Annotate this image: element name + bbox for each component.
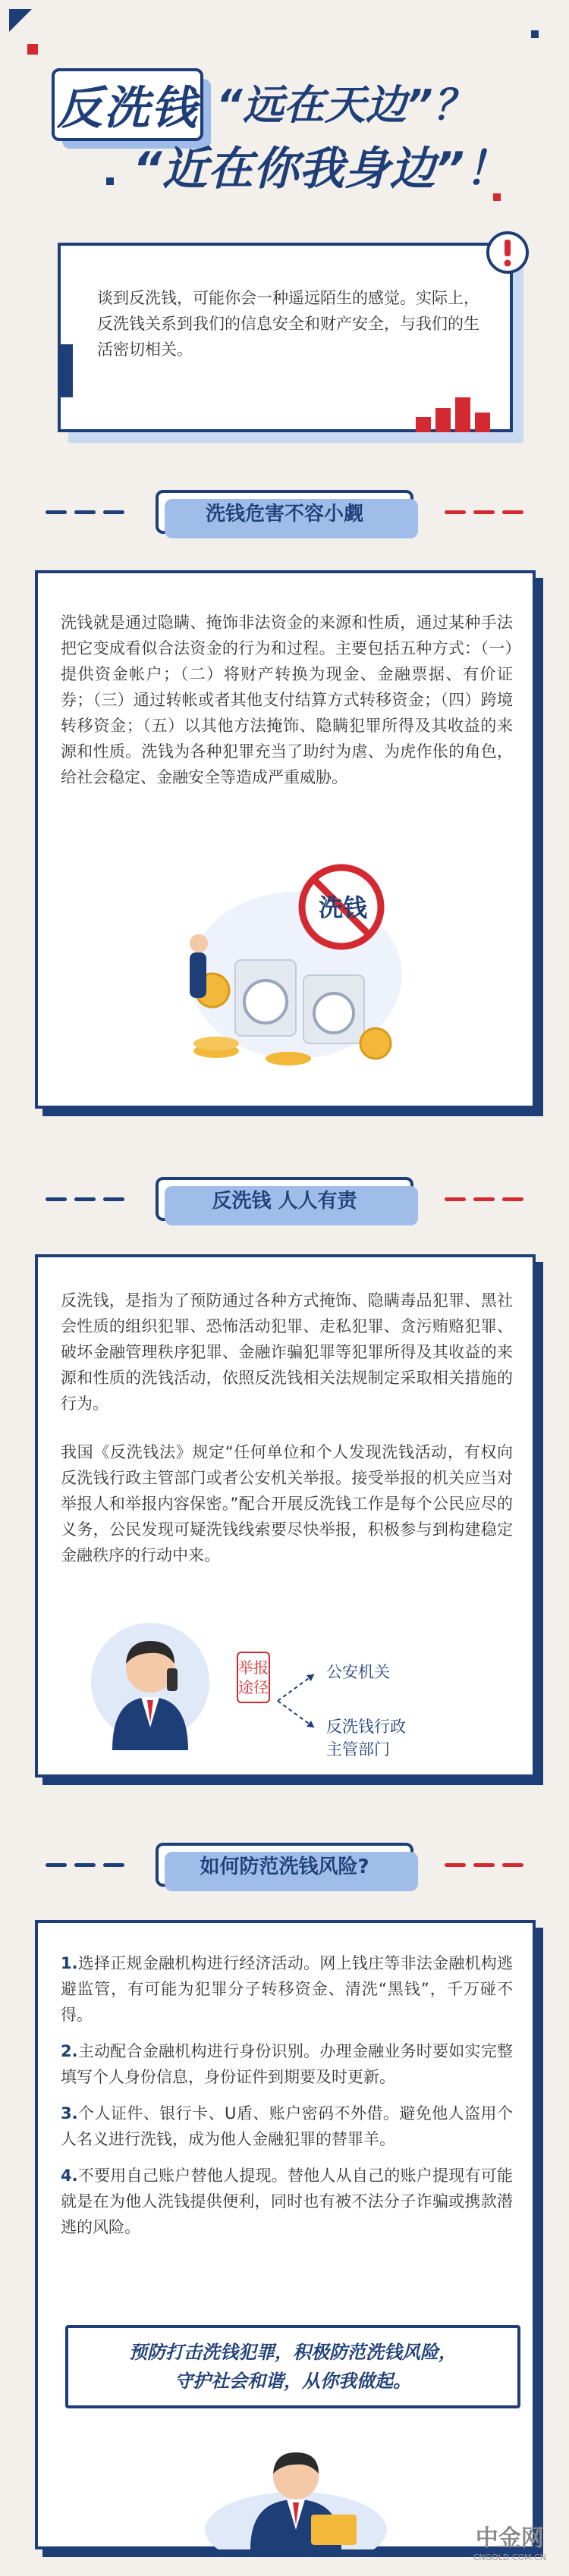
decor-square bbox=[106, 177, 114, 185]
watermark-sub: CNGOLD.COM.CN bbox=[473, 2552, 546, 2562]
section-card-2 bbox=[35, 1254, 536, 1777]
section-card-3 bbox=[35, 1920, 536, 2549]
list-item: 4.不要用自己账户替他人提现。替他人从自己的账户提现有可能就是在为他人洗钱提供便利，同时也有被不法分子诈骗或携款潜逃的风险。 bbox=[61, 2167, 513, 2236]
decor-square bbox=[531, 30, 539, 38]
tips-list bbox=[61, 1950, 513, 2251]
section-title: 反洗钱 人人有责 bbox=[156, 1177, 413, 1221]
report-target-aml-dept: 反洗钱行政 主管部门 bbox=[326, 1718, 406, 1759]
section-card-1 bbox=[35, 570, 536, 1109]
slogan: 预防打击洗钱犯罪，积极防范洗钱风险， 守护社会和谐，从你我做起。 bbox=[129, 2342, 457, 2392]
list-item: 1.选择正规金融机构进行经济活动。网上钱庄等非法金融机构逃避监管，有可能为犯罪分子转移资金、清洗“黑钱”，千万碰不得。 bbox=[61, 1954, 513, 2024]
report-target-police: 公安机关 bbox=[326, 1663, 390, 1681]
title-line-2: “近在你我身边”！ bbox=[133, 143, 511, 196]
title-box bbox=[52, 68, 203, 141]
alert-icon bbox=[486, 231, 530, 275]
person-calling-illustration-icon bbox=[82, 1599, 218, 1750]
section-title: 洗钱危害不容小觑 bbox=[156, 490, 413, 534]
report-channel-label: 举报途径 bbox=[237, 1652, 270, 1703]
arrows-icon bbox=[275, 1659, 320, 1743]
list-item: 2.主动配合金融机构进行身份识别。办理金融业务时要如实完整填写个人身份信息，身份证件到期要及时更新。 bbox=[61, 2042, 513, 2086]
section-header-2 bbox=[0, 1177, 569, 1222]
section-body: 洗钱就是通过隐瞒、掩饰非法资金的来源和性质，通过某种手法把它变成看似合法资金的行为和过程。主要包括五种方式：（一）提供资金帐户；（二）将财产转换为现金、金融票据、有价证券；（三）通过转帐或者其他支付结算方式转移资金；（四）跨境转移资金；（五）以其他方法掩饰、隐瞒犯罪所得及其收益的来源和性质。洗钱为各种犯罪充当了助纣为虐、为虎作伥的角色，给社会稳定、金融安全等造成严重威胁。 bbox=[61, 613, 513, 786]
businessman-illustration-icon bbox=[197, 2424, 395, 2549]
list-item: 3.个人证件、银行卡、U盾、账户密码不外借。避免他人盗用个人名义进行洗钱，成为他人金融犯罪的替罪羊。 bbox=[61, 2104, 513, 2148]
watermark-logo: 中金网 bbox=[475, 2525, 544, 2552]
money-laundering-illustration-icon bbox=[182, 861, 410, 1074]
header bbox=[0, 0, 569, 220]
section-header-3 bbox=[0, 1843, 569, 1888]
bar-graphic-icon bbox=[416, 391, 495, 432]
page-title: 反洗钱 bbox=[57, 82, 198, 135]
intro-text: 谈到反洗钱，可能你会一种遥远陌生的感觉。实际上，反洗钱关系到我们的信息安全和财产安全，与我们的生活密切相关。 bbox=[97, 289, 479, 359]
watermark bbox=[473, 2519, 546, 2562]
corner-triangle-icon bbox=[9, 9, 32, 32]
intro-tag bbox=[58, 344, 73, 397]
intro-card bbox=[58, 243, 513, 432]
section-title: 如何防范洗钱风险? bbox=[156, 1843, 413, 1887]
title-line-1: “远在天边”？ bbox=[216, 81, 474, 129]
slogan-box bbox=[65, 2325, 520, 2408]
section-para-2: 我国《反洗钱法》规定“任何单位和个人发现洗钱活动，有权向反洗钱行政主管部门或者公安机关举报。接受举报的机关应当对举报人和举报内容保密。”配合开展反洗钱工作是每个公民应尽的义务，公民发现可疑洗钱线索要尽快举报，积极参与到构建稳定金融秩序的行动中来。 bbox=[61, 1443, 513, 1564]
decor-square bbox=[27, 44, 38, 55]
stamp-text: 洗钱 bbox=[319, 893, 368, 922]
section-header-1 bbox=[0, 490, 569, 535]
section-para-1: 反洗钱，是指为了预防通过各种方式掩饰、隐瞒毒品犯罪、黑社会性质的组织犯罪、恐怖活动犯罪、走私犯罪、贪污贿赂犯罪、破坏金融管理秩序犯罪、金融诈骗犯罪等犯罪所得及其收益的来源和性质的洗钱活动，依照反洗钱相关法规制定采取相关措施的行为。 bbox=[61, 1291, 513, 1413]
